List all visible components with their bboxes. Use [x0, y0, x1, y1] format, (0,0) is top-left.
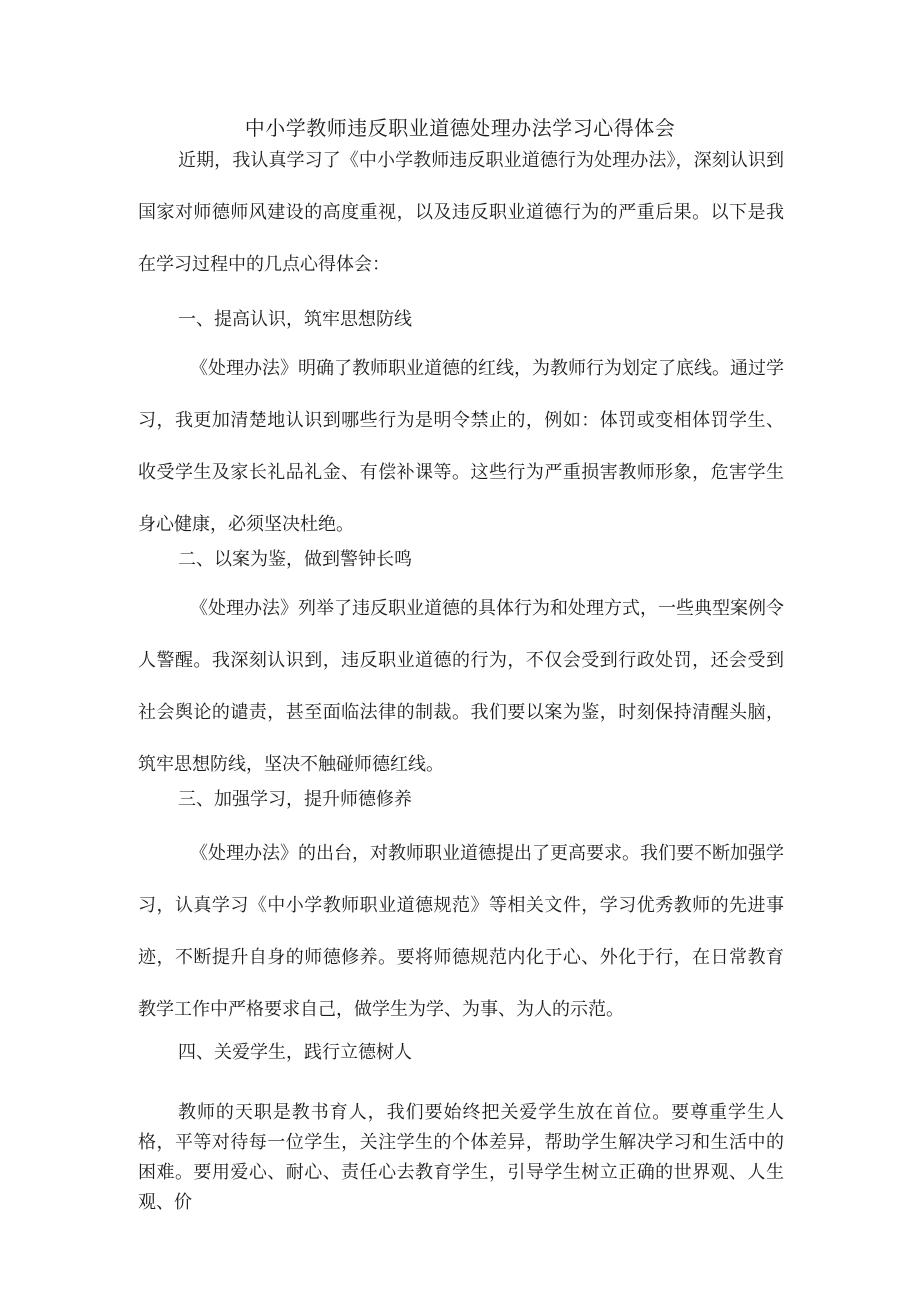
section-4-body: 教师的天职是教书育人，我们要始终把关爱学生放在首位。要尊重学生人格，平等对待每一位学生，关注学生的个体差异，帮助学生解决学习和生活中的困难。要用爱心、耐心、责任心去教育学生，引导学生树立正确的世界观、人生观、价: [138, 1102, 784, 1213]
section-3-body: 《处理办法》的出台，对教师职业道德提出了更高要求。我们要不断加强学习，认真学习《中小学教师职业道德规范》等相关文件，学习优秀教师的先进事迹，不断提升自身的师德修养。要将师德规范内化于心、外化于行，在日常教育教学工作中严格要求自己，做学生为学、为事、为人的示范。: [138, 843, 784, 1020]
section-4-heading: 四、关爱学生，践行立德树人: [178, 1042, 412, 1063]
document-title: 中小学教师违反职业道德处理办法学习心得体会: [244, 116, 676, 140]
section-1-heading: 一、提高认识，筑牢思想防线: [178, 309, 412, 330]
section-3-heading: 三、加强学习，提升师德修养: [178, 789, 412, 810]
section-2-heading: 二、以案为鉴，做到警钟长鸣: [178, 549, 412, 570]
intro-paragraph: 近期，我认真学习了《中小学教师违反职业道德行为处理办法》，深刻认识到国家对师德师风建设的高度重视，以及违反职业道德行为的严重后果。以下是我在学习过程中的几点心得体会：: [138, 150, 784, 275]
section-2-body: 《处理办法》列举了违反职业道德的具体行为和处理方式，一些典型案例令人警醒。我深刻认识到，违反职业道德的行为，不仅会受到行政处罚，还会受到社会舆论的谴责，甚至面临法律的制裁。我们要以案为鉴，时刻保持清醒头脑，筑牢思想防线，坚决不触碰师德红线。: [138, 598, 784, 775]
section-1-body: 《处理办法》明确了教师职业道德的红线，为教师行为划定了底线。通过学习，我更加清楚地认识到哪些行为是明令禁止的，例如：体罚或变相体罚学生、收受学生及家长礼品礼金、有偿补课等。这些行为严重损害教师形象，危害学生身心健康，必须坚决杜绝。: [138, 358, 784, 535]
